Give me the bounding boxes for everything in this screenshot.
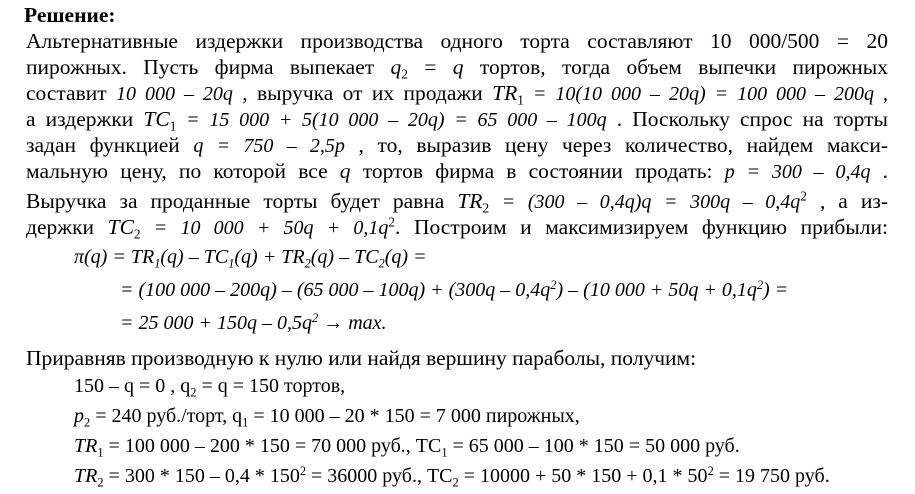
text-line: пирожных. Пусть фирма выпекает $q_2 = q$ тортов, тогда объем выпечки пирожных (26, 55, 889, 82)
text-line: Выручка за проданные торты будет равна $TR_2 = (300 - 0,4q)q = 300q - 0,4q^2$ , а из- (26, 188, 888, 216)
text-line: держки $TC_2 = 10$ $000 + 50q + 0,1q^2$. Построим и максимизируем функцию прибыли: (26, 214, 888, 242)
equation-line: $\pi(q) = TR_1(q) - TC_1(q) + TR_2(q) - TC_2(q)$ = (74, 246, 427, 271)
result-line: $TR_1 = 100$ 000 – 200 * 150 = 70 000 руб., $TC_1 = 65$ 000 – 100 * 150 = 50 000 руб. (74, 435, 740, 460)
text-line: мальную цену, по которой все q тортов фирма в состоянии продать: p = 300 – 0,4q . (26, 159, 889, 183)
text-line: Альтернативные издержки производства одного торта составляют 10 000/500 = 20 (26, 29, 888, 53)
result-line: $p_2 = 240$ руб./торт, $q_1 = 10$ 000 – 20 * 150 = 7 000 пирожных, (74, 405, 580, 430)
equation-line: = (100 000 – 200q) – (65 $000 - 100q) + (300q - 0,4q^2) - (10$ $000 + 50q + 0,1q^2$) = (120, 278, 789, 301)
equation-line: = 25 $000 + 150q - 0,5q^2 \to \max$. (120, 311, 387, 334)
text-line: Приравняв производную к нулю или найдя вершину параболы, получим: (26, 346, 697, 370)
solution-heading: Решение: (24, 3, 116, 27)
result-line: $TR_2 = 300 * 150 - 0,4 * 150^2 = 36000$ руб., $TC_2 = 10000 + 50 * 150 + 0,1 * 50^2 = 19$ 750 руб. (74, 464, 830, 490)
text-line: а издержки $TC_1 = 15$ 000 + 5(10 000 – 20q) = 65 000 – 100q . Поскольку спрос на торты (26, 107, 888, 134)
result-line: 150 – q = 0 , $q_2 = q = 150$ тортов, (74, 375, 346, 400)
text-line: составит 10 000 – 20q , выручка от их продажи $TR_1 = 10(10$ 000 – 20q) = 100 000 – 200q , (26, 81, 889, 108)
text-line: задан функцией q = 750 – 2,5p , то, выразив цену через количество, найдем макси- (26, 133, 888, 157)
